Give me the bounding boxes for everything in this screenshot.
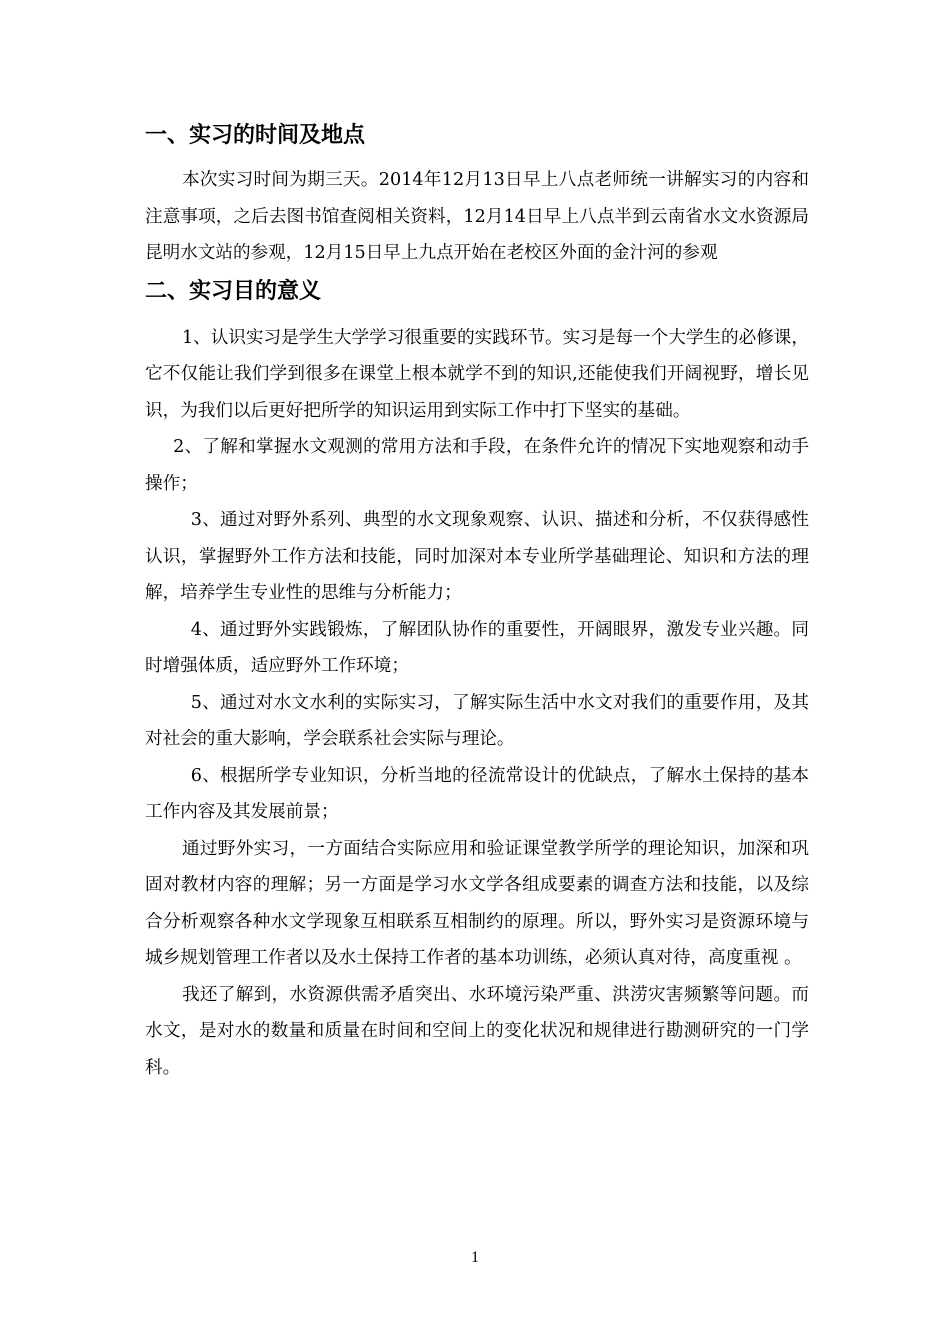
- section-1-heading: 一、实习的时间及地点: [145, 123, 366, 148]
- page-number: 1: [471, 1249, 479, 1266]
- section-2-closing: 我还了解到，水资源供需矛盾突出、水环境污染严重、洪涝灾害频繁等问题。而水文，是对水的数量和质量在时间和空间上的变化状况和规律进行勘测研究的一门学科。: [145, 984, 809, 1078]
- section-2-item-1: 1、认识实习是学生大学学习很重要的实践环节。实习是每一个大学生的必修课，它不仅能让我们学到很多在课堂上根本就学不到的知识,还能使我们开阔视野，增长见识，为我们以后更好把所学的知识运用到实际工作中打下坚实的基础。: [145, 327, 809, 421]
- section-2-item-3: 3、通过对野外系列、典型的水文现象观察、认识、描述和分析，不仅获得感性认识，掌握野外工作方法和技能，同时加深对本专业所学基础理论、知识和方法的理解，培养学生专业性的思维与分析能力；: [145, 510, 809, 603]
- section-2-item-5: 5、通过对水文水利的实际实习，了解实际生活中水文对我们的重要作用，及其对社会的重大影响，学会联系社会实际与理论。: [145, 692, 809, 749]
- document-body: [145, 118, 809, 1086]
- section-1-paragraph: 本次实习时间为期三天。2014年12月13日早上八点老师统一讲解实习的内容和注意事项，之后去图书馆查阅相关资料，12月14日早上八点半到云南省水文水资源局昆明水文站的参观，12月15日早上九点开始在老校区外面的金汁河的参观: [145, 170, 809, 263]
- section-2-summary: 通过野外实习，一方面结合实际应用和验证课堂教学所学的理论知识，加深和巩固对教材内容的理解；另一方面是学习水文学各组成要素的调查方法和技能，以及综合分析观察各种水文学现象互相联系互相制约的原理。所以，野外实习是资源环境与城乡规划管理工作者以及水土保持工作者的基本功训练，必须认真对待，高度重视 。: [145, 838, 809, 968]
- section-2-item-4: 4、通过野外实践锻炼，了解团队协作的重要性，开阔眼界，激发专业兴趣。同时增强体质，适应野外工作环境；: [145, 619, 809, 676]
- section-2-item-6: 6、根据所学专业知识，分析当地的径流常设计的优缺点，了解水土保持的基本工作内容及其发展前景；: [145, 765, 809, 822]
- section-2-heading: 二、实习目的意义: [145, 278, 322, 304]
- section-2-item-2: 2、了解和掌握水文观测的常用方法和手段，在条件允许的情况下实地观察和动手操作；: [145, 437, 809, 494]
